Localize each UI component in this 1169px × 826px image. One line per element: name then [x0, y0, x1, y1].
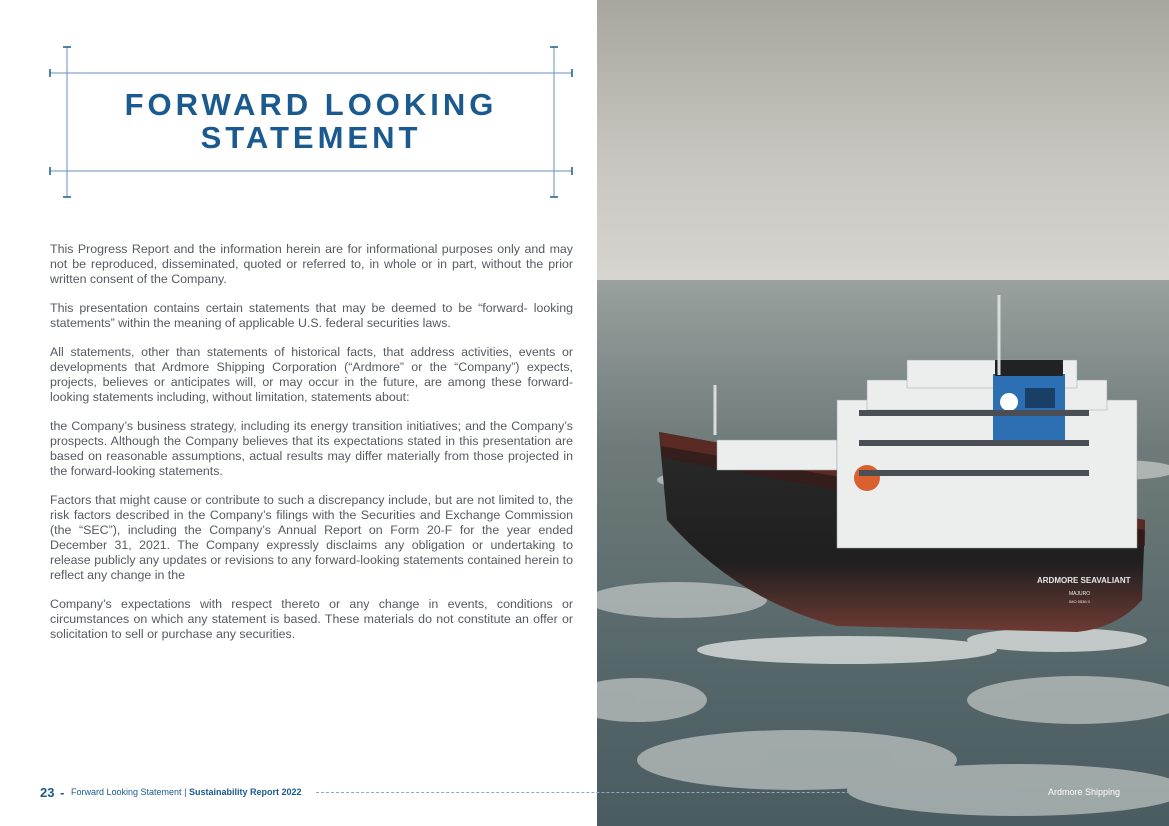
- footer-label: [71, 787, 301, 797]
- footer-dashed-rule: [316, 792, 1030, 793]
- paragraph: Factors that might cause or contribute to such a discrepancy include, but are not limited to, the risk factors described in the Company’s filings with the Securities and Exchange Commission (the “SEC”), including the Company’s Annual Report on Form 20-F for the year ended December 31, 2021. The Company expressly disclaims any obligation or undertaking to release publicly any updates or revisions to any forward-looking statements contained herein to reflect any change in the: [50, 493, 573, 582]
- page-number: 23: [40, 785, 55, 800]
- paragraph: This presentation contains certain statements that may be deemed to be “forward- looking statements” within the meaning of applicable U.S. federal securities laws.: [50, 301, 573, 330]
- footer-divider: |: [184, 787, 187, 797]
- title-frame: [0, 0, 597, 220]
- paragraph: the Company’s business strategy, including its energy transition initiatives; and the Company’s prospects. Although the Company believes that its expectations stated in this presentation are based on reasonable assumptions, actual results may differ materially from those projected in the forward-looking statements.: [50, 419, 573, 478]
- tanker-photo-illustration: [597, 0, 1169, 826]
- ship-port: MAJURO: [1069, 591, 1091, 597]
- page-footer: [40, 784, 1130, 802]
- footer-company: Ardmore Shipping: [1047, 787, 1120, 797]
- ship-imo: IMO 9536 0: [1069, 599, 1090, 604]
- paragraph: Company’s expectations with respect thereto or any change in events, conditions or circumstances on which any statement is based. These materials do not constitute an offer or solicitation to sell or purchase any securities.: [50, 597, 573, 641]
- paragraph: This Progress Report and the information herein are for informational purposes only and may not be reproduced, disseminated, quoted or referred to, in whole or in part, without the prior written consent of the Company.: [50, 242, 573, 286]
- footer-section: Forward Looking Statement: [71, 787, 182, 797]
- footer-report-title: Sustainability Report 2022: [188, 787, 302, 797]
- statement-body: [50, 242, 573, 656]
- ship-name: ARDMORE SEAVALIANT: [1037, 576, 1131, 585]
- page-number-separator: -: [60, 785, 65, 800]
- page-title-line-2: STATEMENT: [200, 120, 422, 155]
- page-title-line-1: FORWARD LOOKING: [124, 87, 498, 122]
- paragraph: All statements, other than statements of historical facts, that address activities, events or developments that Ardmore Shipping Corporation (“Ardmore” or the “Company”) expects, projects, believes or anticipates will, or may occur in the future, are among these forward-looking statements including, without limitation, statements about:: [50, 345, 573, 404]
- page-title: [68, 88, 554, 154]
- tanker-photo: [597, 0, 1169, 826]
